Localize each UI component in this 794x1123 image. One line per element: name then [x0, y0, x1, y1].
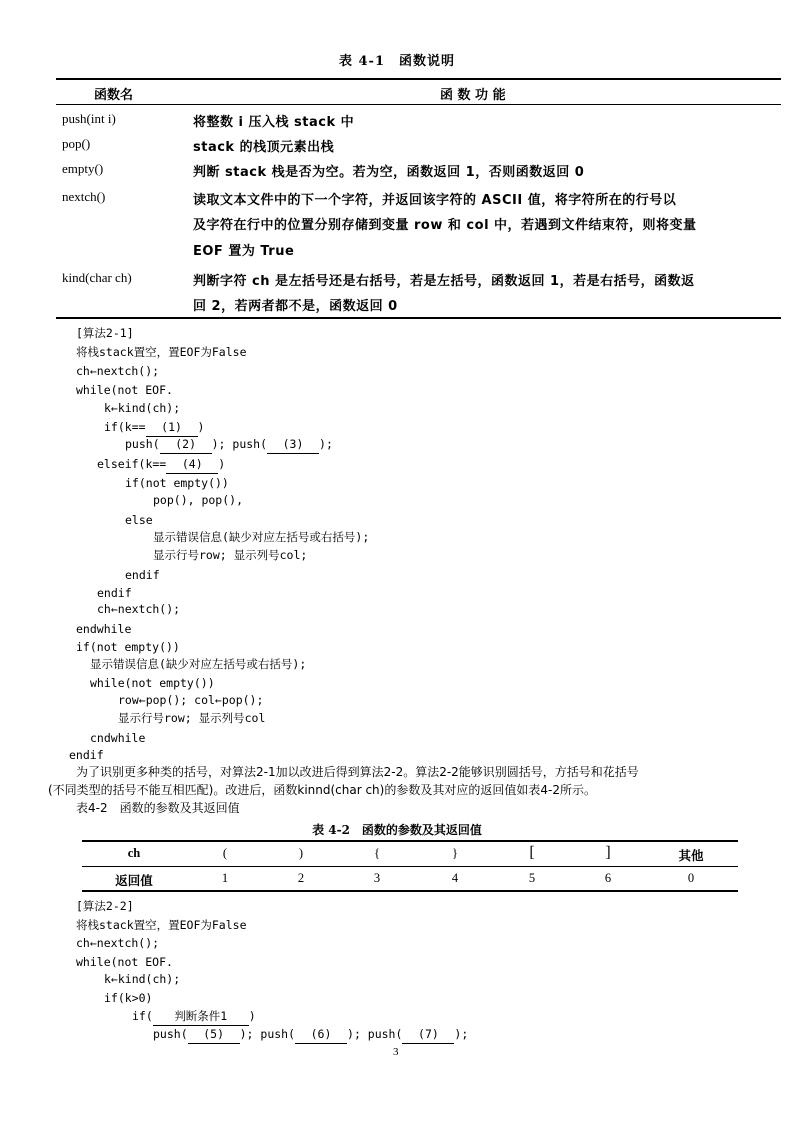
table1-row-name: pop() — [62, 136, 91, 151]
table1-header-rule — [56, 104, 781, 105]
table2-cell: ) — [298, 846, 304, 860]
table1-top-rule — [56, 78, 781, 80]
code-line: 显示行号row; 显示列号col; — [153, 548, 308, 562]
code-line: while(not EOF. — [76, 383, 173, 397]
table1-row-name: push(int i) — [62, 111, 116, 126]
table1-caption: 表 4-1 函数说明 — [338, 54, 455, 69]
code-line: endwhile — [76, 622, 132, 636]
code-line: if(not empty()) — [76, 640, 180, 654]
code-line: 将栈stack置空，置EOF为False — [76, 345, 247, 359]
answer-blank[interactable]: (6) — [295, 1025, 347, 1044]
table1-row-desc: 将整数 i 压入栈 stack 中 — [193, 115, 355, 130]
paragraph-line-1: 为了识别更多种类的括号，对算法2-1加以改进后得到算法2-2。算法2-2能够识别圆括号，方括号和花括号 — [76, 765, 639, 779]
code-line: pop(), pop(), — [153, 493, 244, 507]
table2-cell: [ — [529, 844, 535, 861]
table2-cell: 6 — [604, 871, 612, 885]
code-line: if(not empty()) — [125, 476, 229, 490]
table2-mid-rule — [82, 866, 738, 867]
code-line: endif — [69, 748, 104, 762]
table2-cell: 4 — [451, 871, 459, 885]
answer-blank[interactable]: (7) — [402, 1025, 454, 1044]
table2-top-rule — [82, 840, 738, 842]
table2-caption: 表 4-2 函数的参数及其返回值 — [312, 823, 482, 837]
table1-row-desc: 回 2，若两者都不是，函数返回 0 — [193, 299, 398, 314]
page-number: 3 — [393, 1046, 399, 1058]
code-line: else — [125, 513, 153, 527]
code-line: endif — [97, 586, 132, 600]
algo1-title: [算法2-1] — [76, 326, 134, 340]
table1-row-desc: 判断 stack 栈是否为空。若为空，函数返回 1，否则函数返回 0 — [193, 165, 585, 180]
table1-row-name: empty() — [62, 161, 104, 176]
code-line: while(not empty()) — [90, 676, 215, 690]
table1-row-desc: EOF 置为 True — [193, 244, 295, 259]
table1-header-function: 函 数 功 能 — [440, 88, 506, 103]
table1-row-desc: 读取文本文件中的下一个字符，并返回该字符的 ASCII 值，将字符所在的行号以 — [193, 193, 677, 208]
algo2-title: [算法2-2] — [76, 899, 134, 913]
table1-bottom-rule — [56, 317, 781, 319]
paragraph-line-3: 表4-2 函数的参数及其返回值 — [76, 801, 240, 815]
table1-row-desc: 判断字符 ch 是左括号还是右括号，若是左括号，函数返回 1，若是右括号，函数返 — [193, 274, 695, 289]
code-line: k←kind(ch); — [104, 401, 181, 415]
table2-cell: ( — [222, 846, 228, 860]
answer-blank[interactable]: (5) — [188, 1025, 240, 1044]
table1-row-name: kind(char ch) — [62, 270, 132, 285]
code-line-blank-condition: if( 判断条件1 ) — [132, 1007, 256, 1026]
table2-cell: 2 — [297, 871, 305, 885]
table2-bottom-rule — [82, 890, 738, 892]
table2-cell: { — [374, 846, 380, 860]
code-line: 将栈stack置空，置EOF为False — [76, 918, 247, 932]
code-line: endif — [125, 568, 160, 582]
code-line: cndwhile — [90, 731, 146, 745]
code-line: k←kind(ch); — [104, 972, 181, 986]
table2-cell: ] — [605, 844, 611, 861]
table1-header-name: 函数名 — [94, 88, 134, 103]
code-line: 显示行号row; 显示列号col — [118, 711, 266, 725]
code-line: ch←nextch(); — [97, 602, 181, 616]
table2-cell: 5 — [528, 871, 536, 885]
answer-blank[interactable]: (1) — [146, 418, 198, 437]
code-line: if(k>0) — [104, 991, 153, 1005]
table2-cell: 0 — [687, 871, 695, 885]
code-line: 显示错误信息(缺少对应左括号或右括号); — [90, 657, 307, 671]
code-line: ch←nextch(); — [76, 936, 160, 950]
answer-blank[interactable]: (4) — [166, 455, 218, 474]
code-line: ch←nextch(); — [76, 364, 160, 378]
table1-row-name: nextch() — [62, 189, 106, 204]
code-line: 显示错误信息(缺少对应左括号或右括号); — [153, 530, 370, 544]
code-line-blank-2-3: push( (2) ); push( (3) ); — [125, 435, 333, 454]
table2-cell: } — [452, 846, 458, 860]
table1-row-desc: 及字符在行中的位置分别存储到变量 row 和 col 中，若遇到文件结束符，则将变量 — [193, 218, 697, 233]
code-line: row←pop(); col←pop(); — [118, 693, 264, 707]
answer-blank[interactable]: (3) — [267, 435, 319, 454]
paragraph-line-2: (不同类型的括号不能互相匹配)。改进后，函数kinnd(char ch)的参数及其对应的返回值如表4-2所示。 — [48, 783, 596, 797]
answer-blank[interactable]: 判断条件1 — [153, 1007, 249, 1026]
table2-cell: 1 — [221, 871, 229, 885]
table2-cell: ch — [127, 846, 141, 860]
table2-cell: 返回值 — [115, 874, 153, 888]
code-line: while(not EOF. — [76, 955, 173, 969]
code-line-blank-4: elseif(k== (4) ) — [97, 455, 225, 474]
table2-cell: 3 — [373, 871, 381, 885]
table1-row-desc: stack 的栈顶元素出栈 — [193, 140, 335, 155]
code-line-blank-1: if(k== (1) ) — [104, 418, 204, 437]
table2-cell: 其他 — [678, 849, 704, 863]
code-line-blank-5-6-7: push( (5) ); push( (6) ); push( (7) ); — [153, 1025, 468, 1044]
answer-blank[interactable]: (2) — [160, 435, 212, 454]
